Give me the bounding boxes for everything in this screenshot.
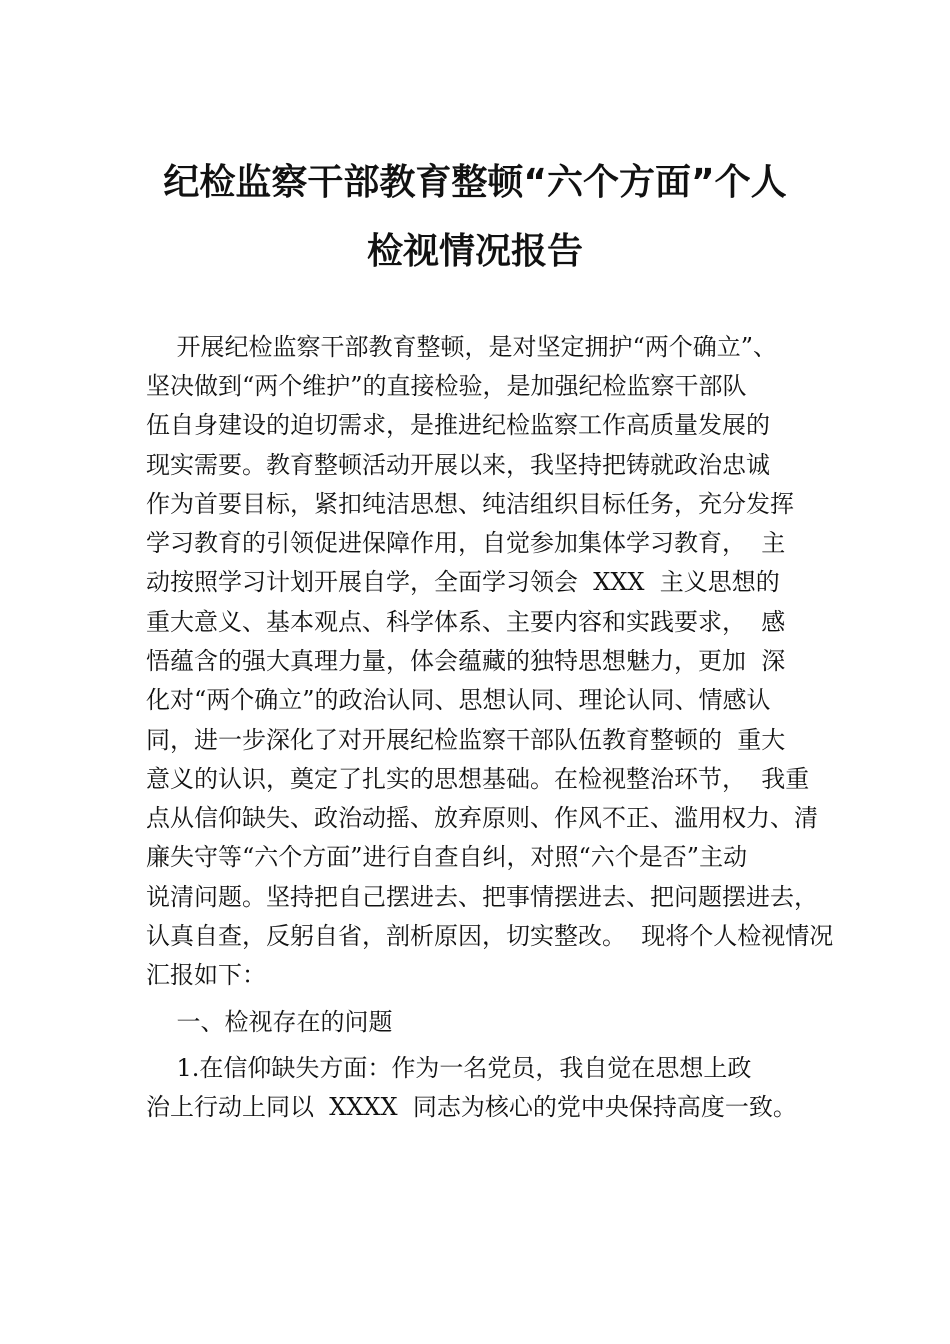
body-text-line: 开展纪检监察干部教育整顿，是对坚定拥护“两个确立”、 xyxy=(146,333,778,361)
body-text-line: 化对“两个确立”的政治认同、思想认同、理论认同、情感认 xyxy=(146,686,771,714)
body-text-line: 说清问题。坚持把自己摆进去、把事情摆进去、把问题摆进去， xyxy=(146,883,818,911)
body-text-line: 廉失守等“六个方面”进行自查自纠，对照“六个是否”主动 xyxy=(146,843,748,871)
body-text-line: 学习教育的引领促进保障作用，自觉参加集体学习教育， 主 xyxy=(146,529,786,557)
body-text-line: 点从信仰缺失、政治动摇、放弃原则、作风不正、滥用权力、清 xyxy=(146,804,818,832)
body-text-line: 坚决做到“两个维护”的直接检验，是加强纪检监察干部队 xyxy=(146,372,747,400)
body-text-line: 现实需要。教育整顿活动开展以来，我坚持把铸就政治忠诚 xyxy=(146,451,770,479)
body-text-line: 作为首要目标，紧扣纯洁思想、纯洁组织目标任务，充分发挥 xyxy=(146,490,794,518)
body-text-line: 重大意义、基本观点、科学体系、主要内容和实践要求， 感 xyxy=(146,608,786,636)
body-text-line: 治上行动上同以 XXXX 同志为核心的党中央保持高度一致。 xyxy=(146,1093,797,1121)
body-text-line: 汇报如下： xyxy=(146,961,266,989)
body-text-line: 动按照学习计划开展自学，全面学习领会 XXX 主义思想的 xyxy=(146,568,780,596)
document-title-line-2: 检视情况报告 xyxy=(366,231,583,272)
document-title-line-1: 纪检监察干部教育整顿“六个方面”个人 xyxy=(163,162,787,203)
body-text-line: 伍自身建设的迫切需求，是推进纪检监察工作高质量发展的 xyxy=(146,411,770,439)
body-text-line: 1.在信仰缺失方面：作为一名党员，我自觉在思想上政 xyxy=(146,1054,752,1082)
body-text-line: 意义的认识，奠定了扎实的思想基础。在检视整治环节， 我重 xyxy=(146,765,810,793)
section-heading: 一、检视存在的问题 xyxy=(146,1008,393,1036)
body-text-line: 悟蕴含的强大真理力量，体会蕴藏的独特思想魅力，更加 深 xyxy=(146,647,786,675)
body-text-line: 认真自查，反躬自省，剖析原因，切实整改。 现将个人检视情况 xyxy=(146,922,834,950)
body-text-line: 同，进一步深化了对开展纪检监察干部队伍教育整顿的 重大 xyxy=(146,726,786,754)
